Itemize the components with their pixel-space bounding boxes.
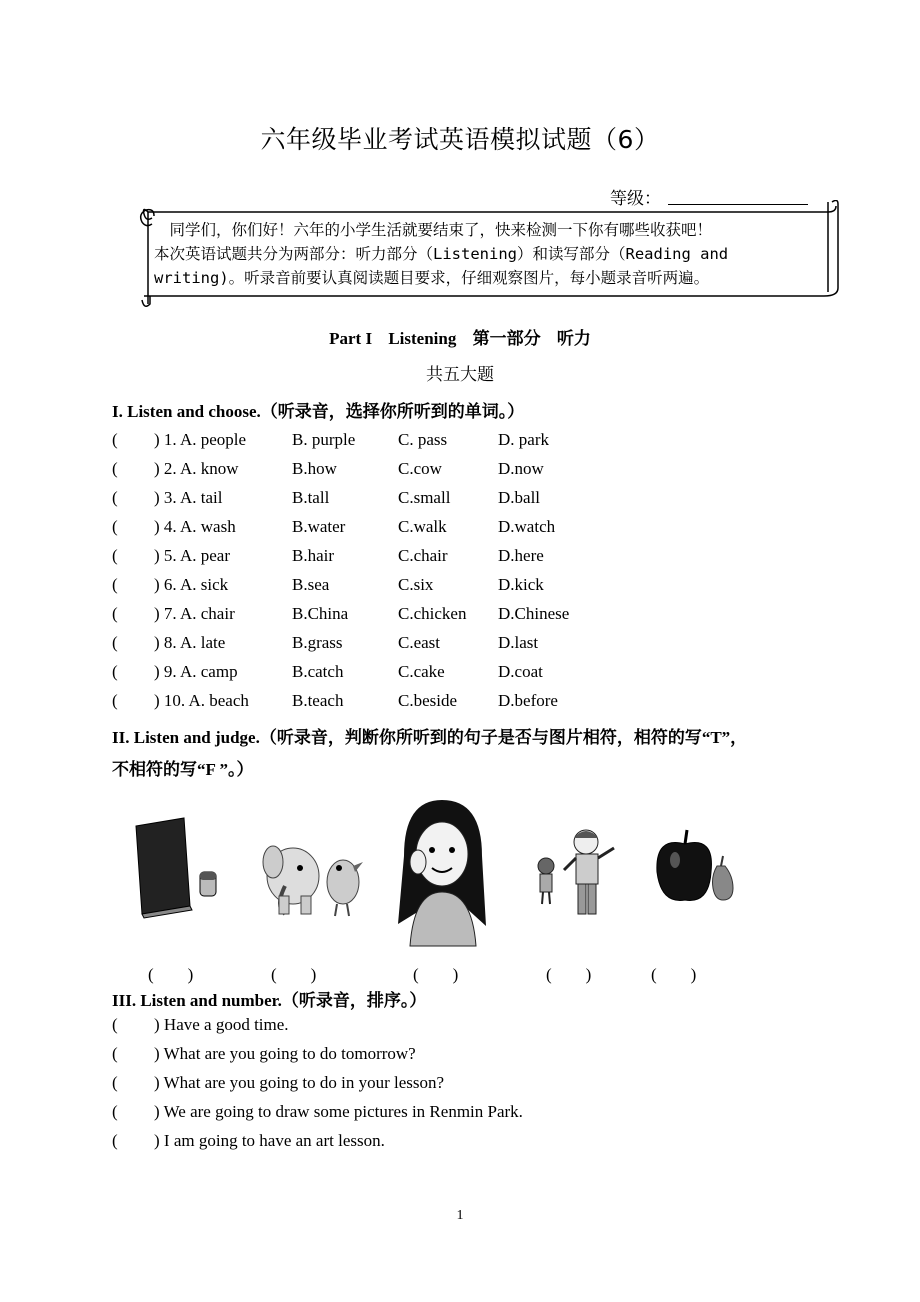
answer-blank-2[interactable]: ( ) [271,965,317,984]
answer-paren[interactable]: ( [112,1102,118,1121]
intro-line: 本次英语试题共分为两部分：听力部分（Listening）和读写部分（Reading and [154,245,729,263]
question-option-a: ) 2. A. know [154,459,239,478]
option-c[interactable]: C.chicken [398,604,467,623]
answer-paren[interactable]: ( [112,459,118,478]
intro-line: writing)。听录音前要认真阅读题目要求，仔细观察图片，每小题录音听两遍。 [154,269,710,287]
option-b[interactable]: B.hair [292,546,335,565]
answer-paren[interactable]: ( [112,1131,118,1150]
answer-paren[interactable]: ( [112,633,118,652]
option-b[interactable]: B.water [292,517,346,536]
order-sentence: ) I am going to have an art lesson. [154,1131,385,1150]
option-d[interactable]: D.before [498,691,558,710]
order-sentence: ) What are you going to do in your lesson? [154,1073,445,1092]
question-option-a: ) 5. A. pear [154,546,231,565]
option-c[interactable]: C.chair [398,546,448,565]
question-option-a: ) 10. A. beach [154,691,249,710]
question-option-a: ) 1. A. people [154,430,247,449]
children-picture-icon [526,796,626,946]
option-c[interactable]: C.cake [398,662,445,681]
answer-paren[interactable]: ( [112,662,118,681]
answer-paren[interactable]: ( [112,604,118,623]
answer-paren[interactable]: ( [112,517,118,536]
option-b[interactable]: B.grass [292,633,343,652]
option-d[interactable]: D.now [498,459,544,478]
answer-paren[interactable]: ( [112,1044,118,1063]
part-number-cn: 第一部分 [472,329,541,348]
answer-paren[interactable]: ( [112,1073,118,1092]
part-number: Part I [329,329,373,348]
question-option-a: ) 9. A. camp [154,662,238,681]
part-subtitle: 共五大题 [426,365,494,385]
answer-paren[interactable]: ( [112,488,118,507]
order-sentence: ) We are going to draw some pictures in Renmin Park. [154,1102,523,1121]
answer-blank-4[interactable]: ( ) [546,965,592,984]
section-2-heading: II. Listen and judge.（听录音，判断你所听到的句子是否与图片相符，相符的写“T”， [112,728,748,747]
option-d[interactable]: D.ball [498,488,541,507]
option-c[interactable]: C.small [398,488,451,507]
intro-line: 同学们，你们好！六年的小学生活就要结束了，快来检测一下你有哪些收获吧！ [154,221,713,239]
option-b[interactable]: B.sea [292,575,330,594]
question-option-a: ) 6. A. sick [154,575,229,594]
option-b[interactable]: B.tall [292,488,330,507]
option-d[interactable]: D.here [498,546,544,565]
option-b[interactable]: B.how [292,459,337,478]
question-option-a: ) 3. A. tail [154,488,223,507]
book-eraser-picture-icon [126,796,236,946]
option-c[interactable]: C.cow [398,459,442,478]
order-sentence: ) What are you going to do tomorrow? [154,1044,416,1063]
answer-blank-5[interactable]: ( ) [651,965,697,984]
answer-blank-1[interactable]: ( ) [148,965,194,984]
page-number: 1 [456,1208,464,1223]
answer-paren[interactable]: ( [112,691,118,710]
section-2-heading-cont: 不相符的写“F ”。） [112,760,254,779]
question-option-a: ) 8. A. late [154,633,226,652]
option-c[interactable]: C.beside [398,691,458,710]
order-sentence: ) Have a good time. [154,1015,289,1034]
option-d[interactable]: D.kick [498,575,544,594]
intro-text [154,218,830,290]
question-option-a: ) 4. A. wash [154,517,236,536]
option-d[interactable]: D. park [498,430,549,449]
answer-paren[interactable]: ( [112,546,118,565]
option-d[interactable]: D.watch [498,517,556,536]
option-b[interactable]: B.teach [292,691,344,710]
elephant-bird-picture-icon [255,796,370,946]
page-title: 六年级毕业考试英语模拟试题（6） [260,125,660,154]
option-c[interactable]: C. pass [398,430,448,449]
apple-pear-picture-icon [645,796,745,946]
option-b[interactable]: B. purple [292,430,356,449]
answer-blank-3[interactable]: ( ) [413,965,459,984]
answer-paren[interactable]: ( [112,1015,118,1034]
option-d[interactable]: D.last [498,633,539,652]
option-b[interactable]: B.China [292,604,349,623]
part-title [0,324,920,349]
answer-paren[interactable]: ( [112,430,118,449]
girl-picture-icon [384,796,499,951]
option-d[interactable]: D.coat [498,662,543,681]
option-c[interactable]: C.walk [398,517,447,536]
grade-label: 等级： [610,189,661,209]
option-c[interactable]: C.six [398,575,434,594]
option-b[interactable]: B.catch [292,662,344,681]
part-name-en: Listening [388,329,457,348]
option-c[interactable]: C.east [398,633,441,652]
answer-paren[interactable]: ( [112,575,118,594]
question-option-a: ) 7. A. chair [154,604,235,623]
part-name-cn: 听力 [556,329,591,348]
section-1-heading: I. Listen and choose.（听录音，选择你所听到的单词。） [112,402,525,421]
section-3-heading: III. Listen and number.（听录音，排序。） [112,991,427,1010]
option-d[interactable]: D.Chinese [498,604,570,623]
